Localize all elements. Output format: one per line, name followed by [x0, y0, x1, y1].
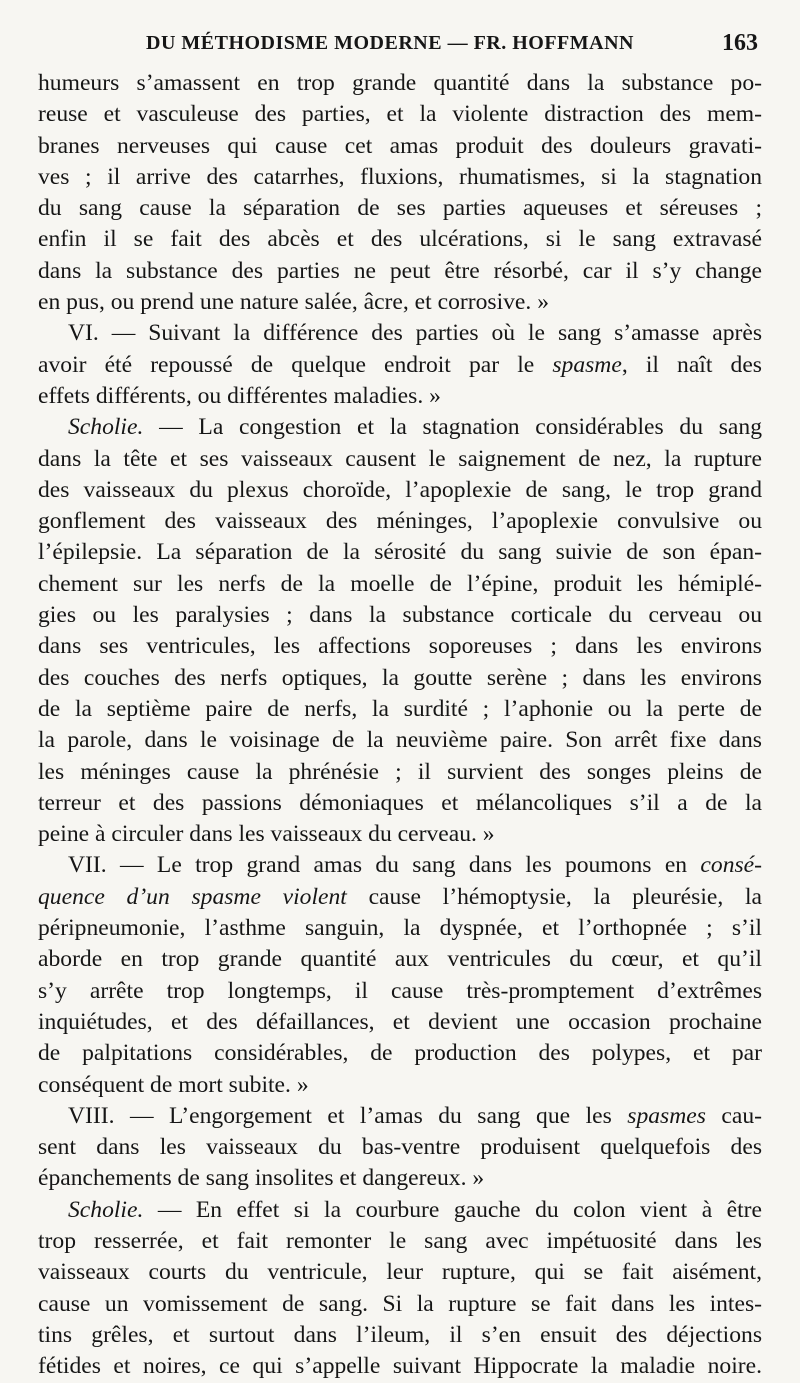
running-title: DU MÉTHODISME MODERNE — FR. HOFFMANN — [146, 32, 634, 54]
text-line — [38, 193, 762, 224]
text-span: avoir été repoussé de quelque endroit par le — [38, 351, 553, 378]
italic-text: spasme — [552, 351, 622, 378]
italic-text: Scholie. — [68, 1196, 144, 1223]
text-line — [38, 444, 762, 475]
text-span: , il naît des — [621, 351, 762, 378]
text-line — [38, 663, 762, 694]
text-line — [38, 506, 762, 537]
page-number: 163 — [722, 30, 758, 56]
text-span: de palpitations considérables, de production des polypes, et par — [38, 1040, 762, 1067]
italic-text: quence d’un spasme violent — [38, 883, 347, 910]
text-line — [38, 1351, 762, 1382]
text-line — [38, 1195, 762, 1226]
text-line — [38, 569, 762, 600]
text-span: — En effet si la courbure gauche du colon vient à être — [143, 1196, 762, 1223]
text-span: des couches des nerfs optiques, la goutte serène ; dans les environs — [38, 664, 762, 691]
text-span: cau- — [705, 1102, 762, 1129]
text-line — [38, 68, 762, 99]
text-span: gies ou les paralysies ; dans la substance corticale du cerveau ou — [38, 602, 762, 629]
text-span: les méninges cause la phrénésie ; il survient des songes pleins de — [38, 758, 762, 785]
text-line — [38, 944, 762, 975]
text-span: gonflement des vaisseaux des méninges, l’apoplexie convulsive ou — [38, 508, 762, 535]
text-span: trop resserrée, et fait remonter le sang avec impétuosité dans les — [38, 1227, 762, 1254]
text-line — [38, 1163, 762, 1194]
text-span: tins grêles, et surtout dans l’ileum, il s’en ensuit des déjections — [38, 1321, 762, 1348]
text-line — [38, 788, 762, 819]
text-span: des vaisseaux du plexus choroïde, l’apoplexie de sang, le trop grand — [38, 476, 762, 503]
text-line — [38, 1289, 762, 1320]
text-span: de la septième paire de nerfs, la surdité ; l’aphonie ou la perte de — [38, 695, 762, 722]
text-span: cause un vomissement de sang. Si la rupture se fait dans les intes- — [38, 1290, 762, 1317]
text-line — [38, 287, 762, 318]
text-span: VIII. — L’engorgement et l’amas du sang que les — [68, 1102, 628, 1129]
text-span: branes nerveuses qui cause cet amas produit des douleurs gravati- — [38, 132, 762, 159]
text-line — [38, 1070, 762, 1101]
text-span: effets différents, ou différentes maladies. » — [38, 382, 441, 409]
text-line — [38, 1320, 762, 1351]
text-span: fétides et noires, ce qui s’appelle suivant Hippocrate la maladie noire. — [38, 1353, 762, 1380]
text-line — [38, 1101, 762, 1132]
text-line — [38, 1007, 762, 1038]
text-span: reuse et vasculeuse des parties, et la violente distraction des mem- — [38, 101, 762, 128]
text-line — [38, 381, 762, 412]
text-span: du sang cause la séparation de ses parties aqueuses et séreuses ; — [38, 195, 762, 222]
text-line — [38, 475, 762, 506]
text-span: — La congestion et la stagnation considérables du sang — [143, 414, 762, 441]
text-span: aborde en trop grande quantité aux ventricules du cœur, et qu’il — [38, 946, 762, 973]
text-span: cause l’hémoptysie, la pleurésie, la — [346, 883, 762, 910]
text-line — [38, 913, 762, 944]
text-line — [38, 224, 762, 255]
text-line — [38, 1132, 762, 1163]
text-line — [38, 976, 762, 1007]
text-span: chement sur les nerfs de la moelle de l’épine, produit les hémiplé- — [38, 570, 762, 597]
text-line — [38, 131, 762, 162]
italic-text: consé- — [700, 852, 762, 879]
text-span: s’y arrête trop longtemps, il cause très-promptement d’extrêmes — [38, 977, 762, 1004]
body-text — [38, 68, 762, 1382]
text-span: peine à circuler dans les vaisseaux du cerveau. » — [38, 821, 495, 848]
text-line — [38, 256, 762, 287]
text-line — [38, 757, 762, 788]
text-line — [38, 412, 762, 443]
italic-text: spasmes — [627, 1102, 706, 1129]
text-span: en pus, ou prend une nature salée, âcre, et corrosive. » — [38, 289, 549, 316]
text-span: sent dans les vaisseaux du bas-ventre produisent quelquefois des — [38, 1134, 762, 1161]
page-header — [38, 30, 758, 62]
text-span: la parole, dans le voisinage de la neuvième paire. Son arrêt fixe dans — [38, 727, 762, 754]
text-span: inquiétudes, et des défaillances, et devient une occasion prochaine — [38, 1008, 762, 1035]
text-span: dans ses ventricules, les affections soporeuses ; dans les environs — [38, 633, 762, 660]
text-line — [38, 600, 762, 631]
text-line — [38, 162, 762, 193]
text-line — [38, 1226, 762, 1257]
text-span: dans la substance des parties ne peut être résorbé, car il s’y change — [38, 257, 762, 284]
text-line — [38, 631, 762, 662]
text-span: vaisseaux courts du ventricule, leur rupture, qui se fait aisément, — [38, 1259, 762, 1286]
text-line — [38, 350, 762, 381]
text-span: VII. — Le trop grand amas du sang dans les poumons en — [68, 852, 701, 879]
text-span: dans la tête et ses vaisseaux causent le saignement de nez, la rupture — [38, 445, 762, 472]
italic-text: Scholie. — [68, 414, 144, 441]
text-span: épanchements de sang insolites et dangereux. » — [38, 1165, 485, 1192]
text-span: conséquent de mort subite. » — [38, 1071, 309, 1098]
text-line — [38, 537, 762, 568]
text-span: terreur et des passions démoniaques et mélancoliques s’il a de la — [38, 789, 762, 816]
text-span: ves ; il arrive des catarrhes, fluxions, rhumatismes, si la stagnation — [38, 163, 762, 190]
text-span: enfin il se fait des abcès et des ulcérations, si le sang extravasé — [38, 226, 762, 253]
text-line — [38, 1038, 762, 1069]
text-line — [38, 819, 762, 850]
text-line — [38, 1257, 762, 1288]
text-span: humeurs s’amassent en trop grande quantité dans la substance po- — [38, 70, 762, 96]
text-line — [38, 99, 762, 130]
text-span: péripneumonie, l’asthme sanguin, la dyspnée, et l’orthopnée ; s’il — [38, 915, 762, 942]
text-span: l’épilepsie. La séparation de la sérosité du sang suivie de son épan- — [38, 539, 762, 566]
text-line — [38, 882, 762, 913]
text-line — [38, 725, 762, 756]
text-line — [38, 850, 762, 881]
text-line — [38, 694, 762, 725]
text-span: VI. — Suivant la différence des parties où le sang s’amasse après — [68, 320, 762, 347]
text-line — [38, 318, 762, 349]
